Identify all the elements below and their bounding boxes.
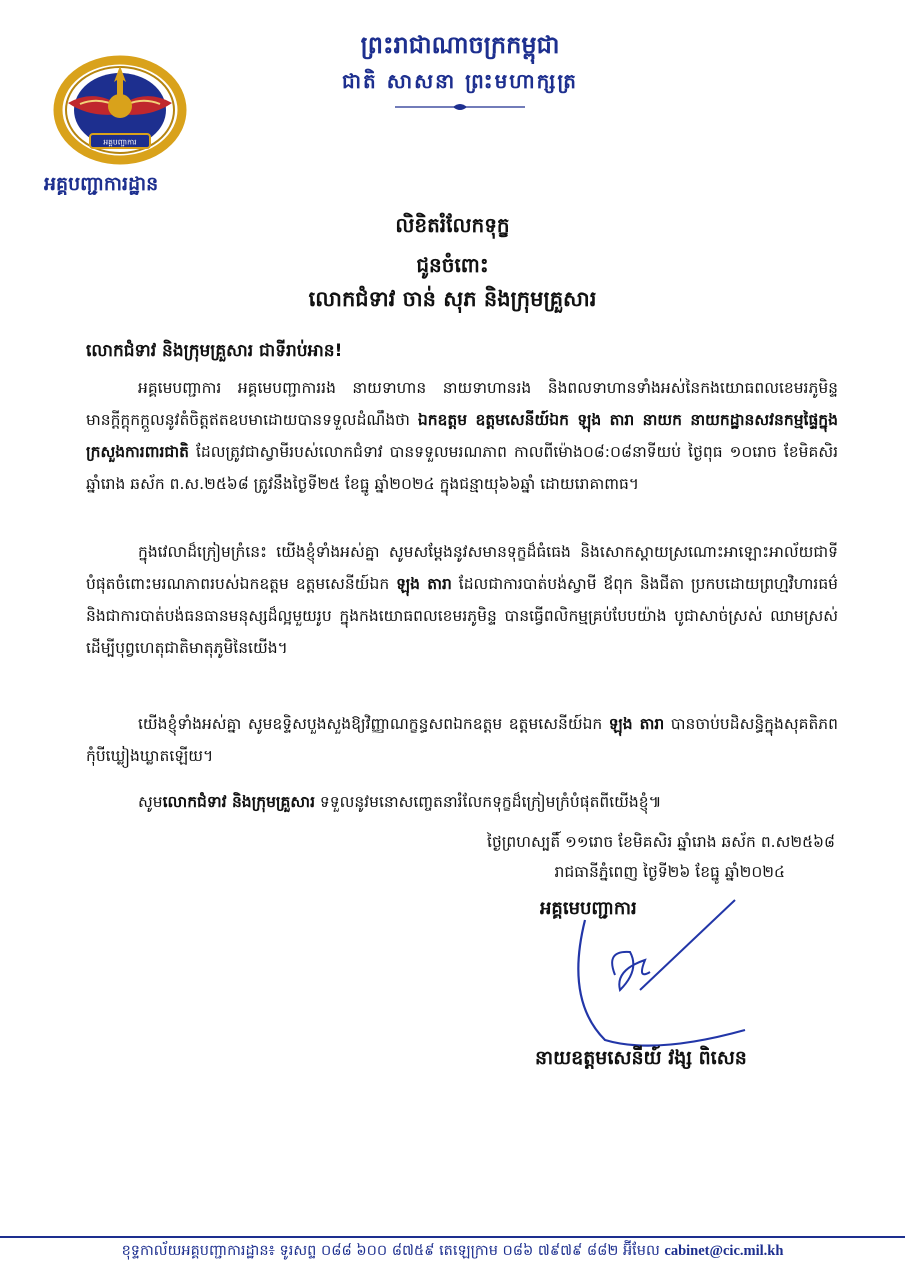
deceased-name-bold: ឯកឧត្តម ឧត្តមសេនីយ៍ឯក ឡុង តារា នាយក នាយកដ្ឋានសវនកម្មផ្ទៃក្នុង ក្រសួងការពារជាតិ xyxy=(86,411,838,461)
paragraph-text: ក្នុងវេលាដ៏ក្រៀមក្រំនេះ យើងខ្ញុំទាំងអស់គ្នា សូមសម្តែងនូវសមានទុក្ខដ៏ធំធេង និងសោកស្តាយស្រណោះអាឡោះអាល័យជាទីបំផុតចំពោះមរណភាពរបស់ឯកឧត្តម ឧត្តមសេនីយ៍ឯក xyxy=(86,543,838,593)
deceased-name-bold: ឡុង តារា xyxy=(396,575,452,593)
paragraph-text: បានចាប់បដិសន្ធិក្នុងសុគតិភពកុំបីឃ្លៀងឃ្លាតឡើយ។ xyxy=(86,715,838,765)
paragraph-3 xyxy=(86,708,838,772)
national-motto: ជាតិ សាសនា ព្រះមហាក្សត្រ xyxy=(342,69,578,93)
recipient-name-bold: លោកជំទាវ និងក្រុមគ្រួសារ xyxy=(162,793,315,811)
paragraph-text: ដែលត្រូវជាស្វាមីរបស់លោកជំទាវ បានទទួលមរណភាព កាលពីម៉ោង០៨:០៨នាទីយប់ ថ្ងៃពុធ ១០រោច ខែមិគសិរ ឆ្នាំរោង ឆស័ក ព.ស.២៥៦៨ ត្រូវនឹងថ្ងៃទី២៥ ខែធ្នូ ឆ្នាំ២០២៤ ក្នុងជន្មាយុ៦៦ឆ្នាំ ដោយរោគាពាធ។ xyxy=(86,443,838,493)
paragraph-text: ទទួលនូវមនោសញ្ចេតនារំលែកទុក្ខដ៏ក្រៀមក្រំបំផុតពីយើងខ្ញុំ៕ xyxy=(314,793,662,811)
emblem-banner-text: អគ្គបញ្ជាការ xyxy=(103,137,137,147)
paragraph-1 xyxy=(86,372,838,500)
recipient-name: លោកជំទាវ ចាន់ សុភ និងក្រុមគ្រួសារ xyxy=(308,287,597,311)
paragraph-text: អគ្គមេបញ្ជាការ អគ្គមេបញ្ជាការរង នាយទាហាន នាយទាហានរង និងពលទាហានទាំងអស់នៃកងយោធពលខេមរភូមិន្ទ មានក្តីក្តុកក្តួលនូវតំចិត្តឥតឧបមាដោយបានទទួលដំណឹងថា xyxy=(86,379,838,429)
footer-contact-text: ខុទ្ទកាល័យអគ្គបញ្ជាការដ្ឋាន៖ ទូរសព្ទ ០៨៨ ៦០០ ៨៧៥៩ តេឡេក្រាម ០៨៦ ៧៩៧៩ ៨៨២ អ៊ីមែល xyxy=(121,1243,665,1259)
ornament-divider-icon xyxy=(395,102,525,112)
unit-name: អគ្គបញ្ជាការដ្ឋាន xyxy=(44,173,159,195)
document-type-title: លិខិតរំលែកទុក្ខ xyxy=(395,213,510,237)
signer-name: នាយឧត្តមសេនីយ៍ វង្ស ពិសេន xyxy=(535,1047,747,1069)
paragraph-text: សូម xyxy=(138,793,163,811)
military-emblem-icon xyxy=(50,48,190,166)
handwritten-signature-icon xyxy=(545,880,755,1060)
addressed-to-label: ជូនចំពោះ xyxy=(416,253,489,277)
signer-position: អគ្គមេបញ្ជាការ xyxy=(540,898,637,919)
footer-contact xyxy=(0,1242,905,1263)
paragraph-text: ដែលជាការបាត់បង់ស្វាមី ឪពុក និងជីតា ប្រកបដោយព្រហ្មវិហារធម៌ និងជាការបាត់បង់ធនធានមនុស្សដ៏ល្អមួយរូប ក្នុងកងយោធពលខេមរភូមិន្ទ បានធ្វើពលិកម្មគ្រប់បែបយ៉ាង បូជាសាច់ស្រស់ ឈាមស្រស់ ដើម្បីបុព្វហេតុជាតិមាតុភូមិនៃយើង។ xyxy=(86,575,838,657)
deceased-name-bold: ឡុង តារា xyxy=(608,715,665,733)
paragraph-4 xyxy=(86,786,838,818)
footer-email[interactable]: cabinet@cic.mil.kh xyxy=(664,1243,784,1259)
kingdom-title: ព្រះរាជាណាចក្រកម្ពុជា xyxy=(360,31,560,59)
paragraph-text: យើងខ្ញុំទាំងអស់គ្នា សូមឧទ្ទិសបួងសួងឱ្យវិញ្ញាណក្ខន្ធសពឯកឧត្តម ឧត្តមសេនីយ៍ឯក xyxy=(138,715,609,733)
paragraph-2 xyxy=(86,536,838,664)
footer-divider xyxy=(0,1236,905,1238)
salutation: លោកជំទាវ និងក្រុមគ្រួសារ ជាទីរាប់អាន! xyxy=(86,341,343,361)
lunar-date: ថ្ងៃព្រហស្បតិ៍ ១១រោច ខែមិគសិរ ឆ្នាំរោង ឆស័ក ព.ស២៥៦៨ xyxy=(487,833,835,851)
solar-date: រាជធានីភ្នំពេញ ថ្ងៃទី២៦ ខែធ្នូ ឆ្នាំ២០២៤ xyxy=(554,863,785,881)
